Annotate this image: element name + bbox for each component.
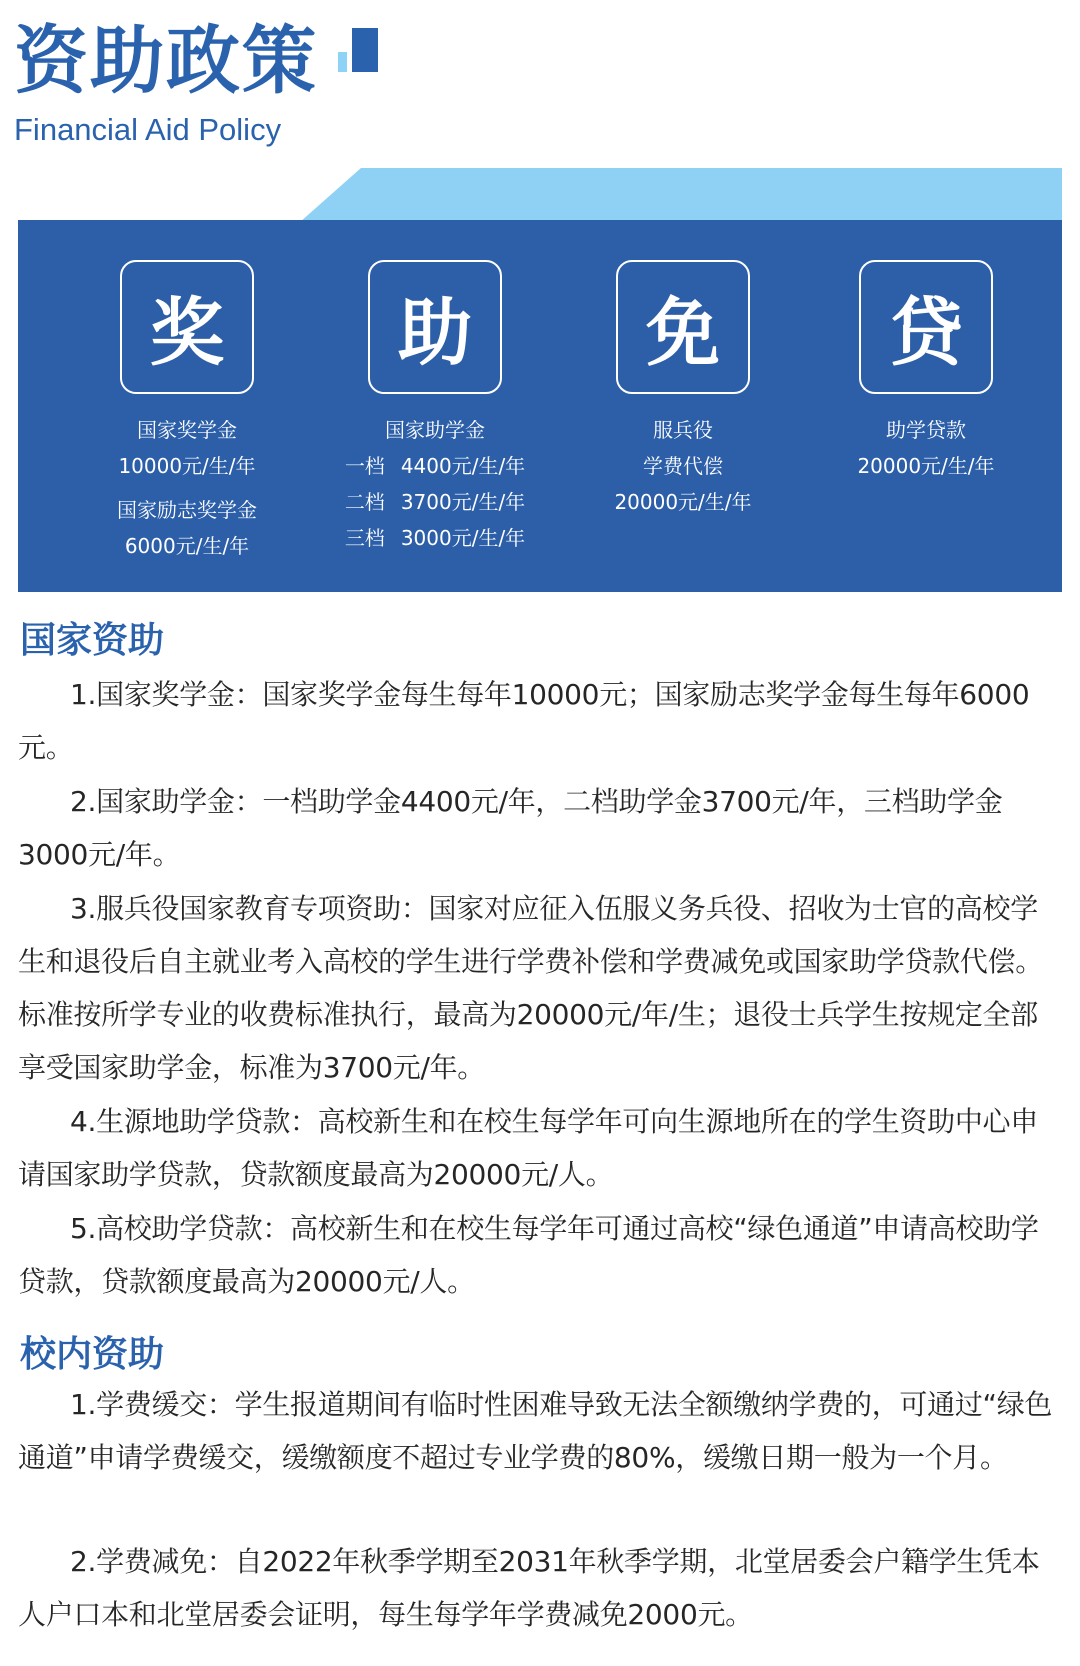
national-item: 3.服兵役国家教育专项资助：国家对应征入伍服义务兵役、招收为士官的高校学生和退役后自主就业考入高校的学生进行学费补偿和学费减免或国家助学贷款代偿。标准按所学专业的收费标准执行，最高为20000元/年/生；退役士兵学生按规定全部享受国家助学金，标准为3700元/年。	[18, 892, 1043, 1084]
section-heading-national: 国家资助	[20, 620, 165, 661]
title-square-accent	[338, 52, 347, 72]
grant-tier-label: 三档	[344, 526, 385, 550]
section-heading-campus: 校内资助	[20, 1334, 165, 1375]
badge-scholarship: 奖	[120, 260, 254, 394]
exemption-line: 学费代偿	[643, 454, 723, 478]
badge-exemption: 免	[616, 260, 750, 394]
grant-tier-value: 3700元/生/年	[400, 490, 526, 514]
title-square-icon	[338, 28, 378, 72]
exemption-details	[558, 412, 808, 520]
grant-tier-label: 一档	[344, 454, 385, 478]
grant-details	[310, 412, 560, 556]
exemption-line: 20000元/生/年	[614, 490, 752, 514]
banner-column-grant	[310, 260, 560, 556]
scholarship-line: 10000元/生/年	[118, 454, 256, 478]
banner-column-loan	[801, 260, 1051, 484]
banner-column-scholarship	[62, 260, 312, 564]
national-item: 2.国家助学金：一档助学金4400元/年，二档助学金3700元/年，三档助学金3000元/年。	[18, 785, 1003, 871]
page-title: 资助政策	[14, 18, 318, 104]
badge-loan: 贷	[859, 260, 993, 394]
national-item: 5.高校助学贷款：高校新生和在校生每学年可通过高校“绿色通道”申请高校助学贷款，贷款额度最高为20000元/人。	[18, 1212, 1039, 1298]
grant-tier	[310, 520, 560, 556]
national-item: 1.国家奖学金：国家奖学金每生每年10000元；国家励志奖学金每生每年6000元。	[18, 678, 1030, 764]
loan-line: 20000元/生/年	[857, 454, 995, 478]
grant-title: 国家助学金	[385, 418, 485, 442]
page-header	[0, 0, 1080, 165]
banner-accent-stripe	[300, 168, 1062, 222]
grant-tier	[310, 448, 560, 484]
grant-tier-value: 4400元/生/年	[400, 454, 526, 478]
national-item: 4.生源地助学贷款：高校新生和在校生每学年可向生源地所在的学生资助中心申请国家助学贷款，贷款额度最高为20000元/人。	[18, 1105, 1038, 1191]
title-square-main	[352, 28, 378, 72]
page-subtitle: Financial Aid Policy	[14, 112, 282, 147]
scholarship-line: 6000元/生/年	[124, 534, 250, 558]
badge-grant: 助	[368, 260, 502, 394]
scholarship-line: 国家奖学金	[137, 418, 237, 442]
loan-line: 助学贷款	[886, 418, 966, 442]
scholarship-line: 国家励志奖学金	[117, 498, 257, 522]
banner-column-exemption	[558, 260, 808, 520]
scholarship-details	[62, 412, 312, 564]
loan-details	[801, 412, 1051, 484]
grant-tier-label: 二档	[344, 490, 385, 514]
grant-tier-value: 3000元/生/年	[400, 526, 526, 550]
campus-item: 2.学费减免：自2022年秋季学期至2031年秋季学期，北堂居委会户籍学生凭本人户口本和北堂居委会证明，每生每学年学费减免2000元。	[18, 1545, 1040, 1631]
exemption-line: 服兵役	[653, 418, 713, 442]
grant-tier	[310, 484, 560, 520]
campus-item: 1.学费缓交：学生报道期间有临时性困难导致无法全额缴纳学费的，可通过“绿色通道”申请学费缓交，缓缴额度不超过专业学费的80%，缓缴日期一般为一个月。	[18, 1388, 1053, 1474]
aid-banner	[18, 220, 1062, 592]
